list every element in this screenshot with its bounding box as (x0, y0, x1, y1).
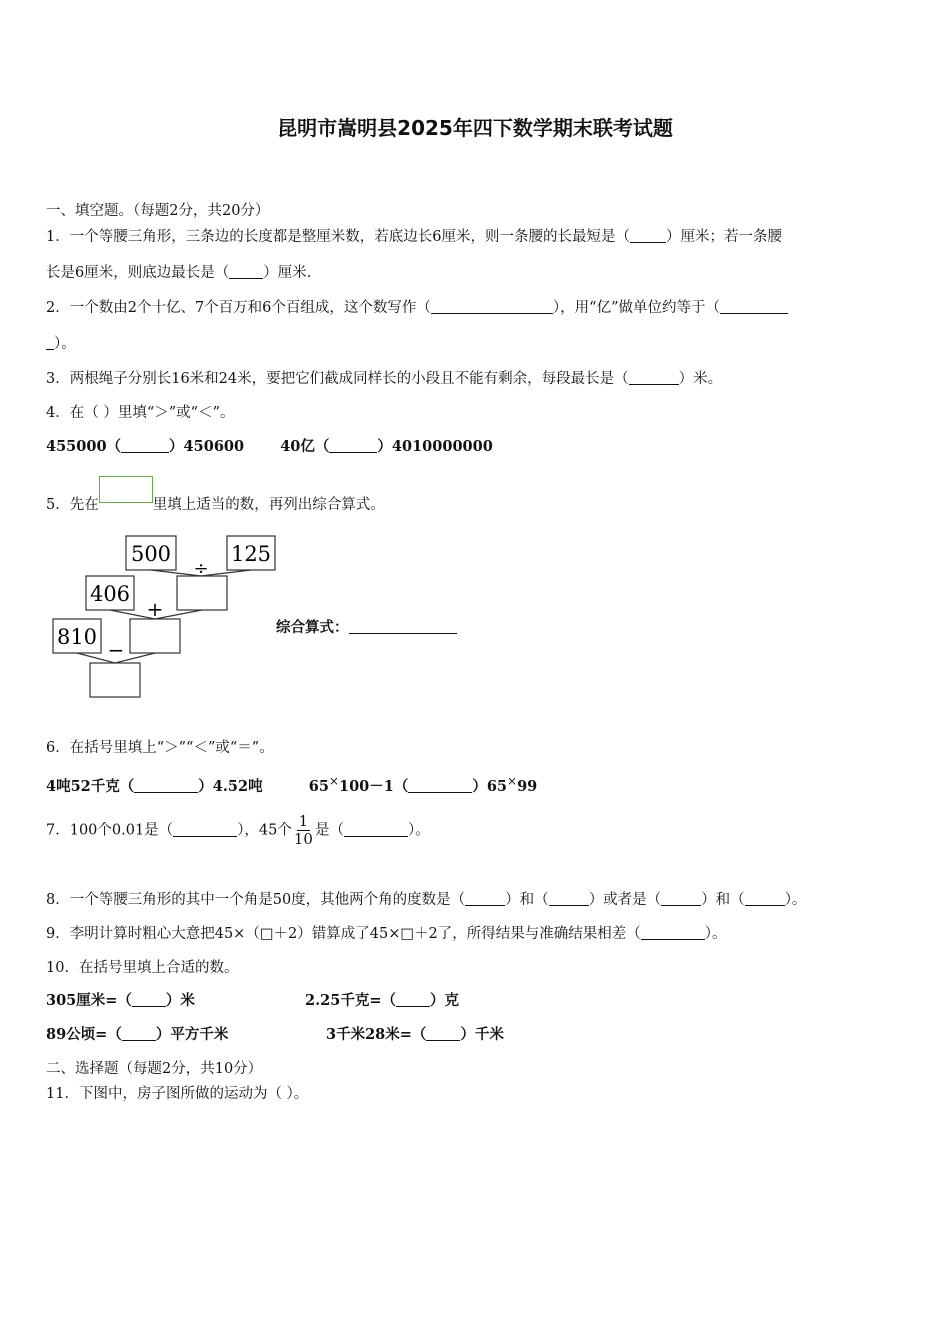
question-1-line-1: 1．一个等腰三角形，三条边的长度都是整厘米数，若底边长6厘米，则一条腰的长最短是（ ）厘米；若一条腰 (46, 229, 782, 245)
question-10-row-1a: 305厘米=（ ）米 (46, 992, 195, 1009)
question-10-row-1b: 2.25千克=（ ）克 (305, 992, 459, 1009)
question-10-row-2b: 3千米28米=（ ）千米 (326, 1026, 504, 1043)
question-1-line-2: 长是6厘米，则底边最长是（ ）厘米. (46, 265, 312, 281)
question-2-line-1: 2．一个数由2个十亿、7个百万和6个百组成，这个数写作（ ），用“亿”做单位约等于（ (46, 298, 788, 318)
question-6-items: 4吨52千克（ ）4.52吨 65×100－1（ ）65×99 (46, 774, 538, 795)
question-6-stem: 6．在括号里填上“＞”“＜”或“＝”。 (46, 740, 274, 756)
section-heading-fill-blank: 一、填空题。（每题2分，共20分） (46, 203, 270, 219)
question-7: 7．100个0.01是（ ），45个 $\frac{1}{10}$ 是（ ）。 (46, 812, 430, 848)
formula-line: 综合算式： (276, 618, 457, 638)
question-4-items: 455000（ ）450600 40亿（ ）4010000000 (46, 438, 493, 455)
number-125: 125 (230, 542, 272, 566)
plus-sign: + (146, 597, 164, 621)
section-heading-choice: 二、选择题（每题2分，共10分） (46, 1061, 263, 1077)
number-406: 406 (89, 582, 131, 606)
question-3: 3．两根绳子分别长16米和24米，要把它们截成同样长的小段且不能有剩余，每段最长是（ ）米。 (46, 371, 723, 387)
question-8: 8．一个等腰三角形的其中一个角是50度，其他两个角的度数是（ ）和（ ）或者是（ ）和（ ）。 (46, 892, 807, 908)
page-title: 昆明市嵩明县2025年四下数学期末联考试题 (277, 116, 673, 140)
question-10-stem: 10．在括号里填上合适的数。 (46, 960, 239, 976)
question-4-stem: 4．在（ ）里填“＞”或“＜”。 (46, 405, 235, 421)
question-2-line-2: ）。 (46, 334, 76, 354)
calculation-diagram (40, 528, 290, 708)
minus-sign: − (107, 638, 125, 662)
question-5-stem: 5．先在 里填上适当的数，再列出综合算式。 (46, 476, 385, 515)
question-9: 9．李明计算时粗心大意把45×（□＋2）错算成了45×□＋2了，所得结果与准确结果相差（ ）。 (46, 926, 727, 942)
question-10-row-2a: 89公顷=（ ）平方千米 (46, 1026, 229, 1043)
number-500: 500 (130, 542, 172, 566)
number-810: 810 (56, 625, 98, 649)
question-11-stem: 11．下图中，房子图所做的运动为（ ）。 (46, 1086, 309, 1102)
divide-sign: ÷ (193, 558, 209, 579)
answer-box-sample (99, 476, 153, 503)
fraction-one-tenth: $\frac{1}{10}$ (293, 812, 313, 848)
